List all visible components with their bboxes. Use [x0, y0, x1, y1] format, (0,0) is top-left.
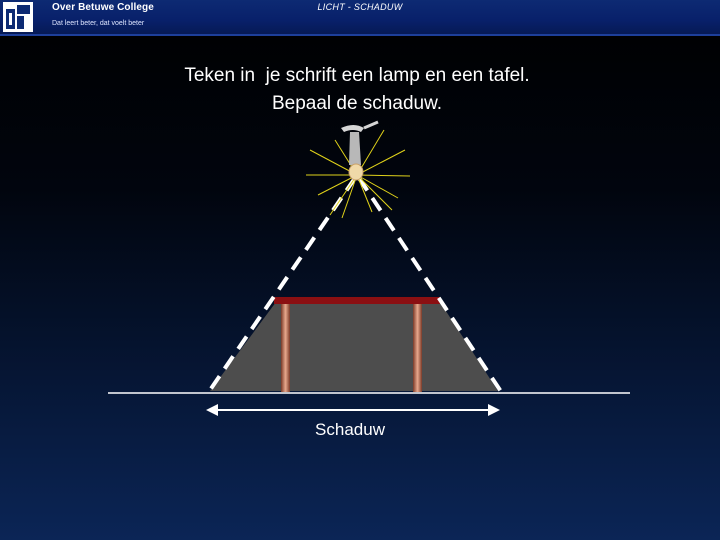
- lamp-icon: [306, 122, 410, 218]
- table-leg-right: [413, 304, 422, 392]
- tabletop: [274, 297, 440, 304]
- slide-topic: LICHT - SCHADUW: [317, 2, 403, 12]
- shadow-label: Schaduw: [315, 420, 385, 439]
- table-leg-left: [281, 304, 290, 392]
- instruction-line-1: Teken in je schrift een lamp en een tafel.: [184, 65, 530, 86]
- instruction-line-2: Bepaal de schaduw.: [271, 93, 443, 114]
- school-name: Over Betuwe College: [52, 2, 154, 13]
- shadow-width-arrow: [206, 404, 500, 416]
- shadow-area: [210, 302, 498, 391]
- school-tagline: Dat leert beter, dat voelt beter: [52, 20, 145, 27]
